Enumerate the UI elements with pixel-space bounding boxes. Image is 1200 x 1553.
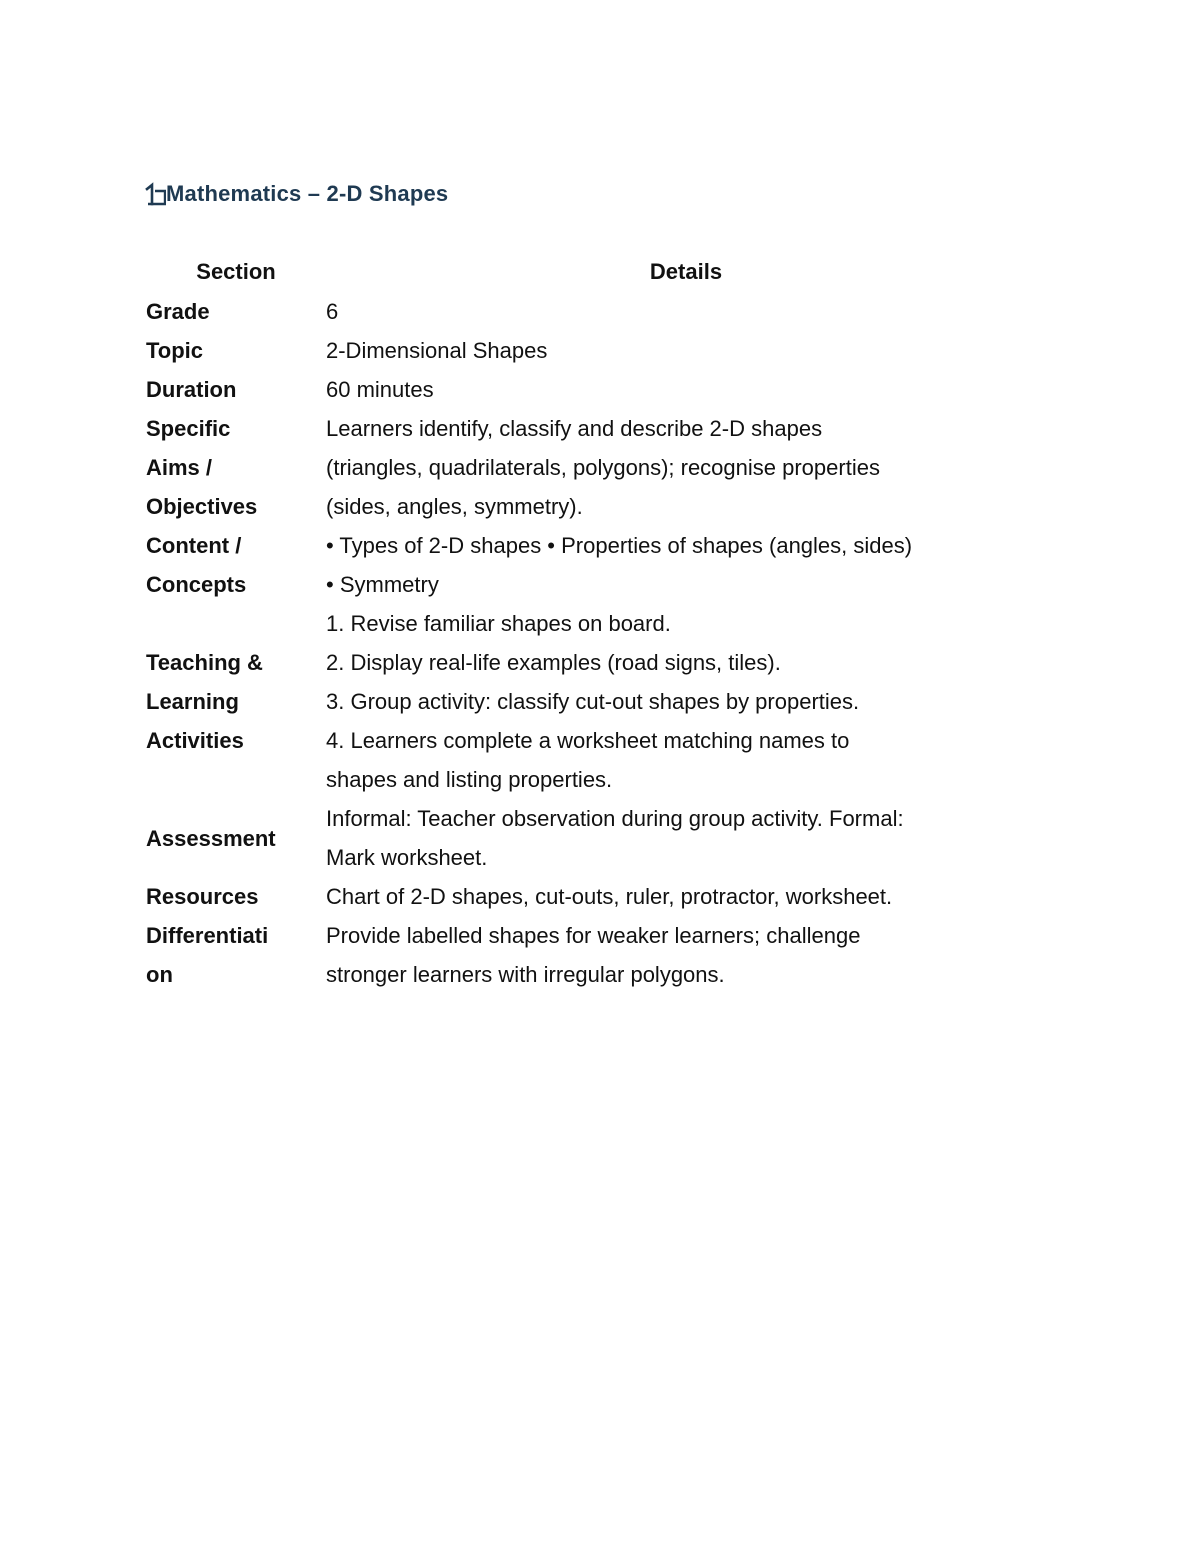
section-label-line: Teaching & xyxy=(146,650,263,675)
row-section-label xyxy=(146,409,326,526)
detail-line: shapes and listing properties. xyxy=(326,767,613,792)
detail-line: 6 xyxy=(326,299,339,324)
row-section-label xyxy=(146,877,326,916)
row-section-label xyxy=(146,526,326,604)
row-details xyxy=(326,526,1046,604)
detail-line: 3. Group activity: classify cut-out shapes by properties. xyxy=(326,689,860,714)
row-details xyxy=(326,370,1046,409)
row-section-label xyxy=(146,799,326,877)
detail-line: Provide labelled shapes for weaker learners; challenge xyxy=(326,923,861,948)
table-row xyxy=(146,799,1046,877)
table-row xyxy=(146,526,1046,604)
detail-line: 2. Display real-life examples (road signs, tiles). xyxy=(326,650,781,675)
section-label-line: Differentiati xyxy=(146,923,269,948)
detail-line: stronger learners with irregular polygons. xyxy=(326,962,725,987)
lesson-plan-table xyxy=(146,252,1046,994)
list-number-glyph-icon xyxy=(144,180,166,208)
detail-line: Informal: Teacher observation during group activity. Formal: xyxy=(326,806,904,831)
section-label-line: Activities xyxy=(146,728,244,753)
detail-line: 4. Learners complete a worksheet matching names to xyxy=(326,728,850,753)
table-row xyxy=(146,409,1046,526)
detail-line: Chart of 2-D shapes, cut-outs, ruler, protractor, worksheet. xyxy=(326,884,893,909)
detail-line: Mark worksheet. xyxy=(326,845,488,870)
row-section-label xyxy=(146,916,326,994)
section-label-line: Content / xyxy=(146,533,242,558)
detail-line: • Types of 2-D shapes • Properties of shapes (angles, sides) xyxy=(326,533,913,558)
detail-line: (triangles, quadrilaterals, polygons); recognise properties xyxy=(326,455,880,480)
row-details xyxy=(326,604,1046,799)
list-number-icon xyxy=(144,180,166,208)
table-row xyxy=(146,331,1046,370)
section-label-line: Objectives xyxy=(146,494,258,519)
row-details xyxy=(326,292,1046,331)
detail-line: Learners identify, classify and describe 2-D shapes xyxy=(326,416,823,441)
row-section-label xyxy=(146,604,326,799)
detail-line: 60 minutes xyxy=(326,377,434,402)
section-label-line: Concepts xyxy=(146,572,247,597)
page-title: Mathematics – 2-D Shapes xyxy=(166,181,449,206)
section-label-line: Grade xyxy=(146,299,210,324)
table-row xyxy=(146,604,1046,799)
table-row xyxy=(146,877,1046,916)
table-row xyxy=(146,292,1046,331)
detail-line: 2-Dimensional Shapes xyxy=(326,338,548,363)
detail-line: (sides, angles, symmetry). xyxy=(326,494,583,519)
row-details xyxy=(326,916,1046,994)
table-header-row xyxy=(146,252,1046,292)
header-section: Section xyxy=(196,259,276,284)
table-row xyxy=(146,916,1046,994)
row-details xyxy=(326,877,1046,916)
section-label-line: Topic xyxy=(146,338,204,363)
document-heading xyxy=(144,180,448,208)
section-label-line: Duration xyxy=(146,377,237,402)
header-details: Details xyxy=(649,259,723,284)
row-details xyxy=(326,409,1046,526)
row-section-label xyxy=(146,370,326,409)
section-label-line: Aims / xyxy=(146,455,213,480)
row-section-label xyxy=(146,292,326,331)
section-label-line: Resources xyxy=(146,884,259,909)
row-section-label xyxy=(146,331,326,370)
detail-line: 1. Revise familiar shapes on board. xyxy=(326,611,671,636)
section-label-line: Learning xyxy=(146,689,239,714)
row-details xyxy=(326,799,1046,877)
section-label-line: Specific xyxy=(146,416,231,441)
section-label-line: on xyxy=(146,962,173,987)
row-details xyxy=(326,331,1046,370)
section-label-line: Assessment xyxy=(146,825,276,851)
table-body xyxy=(146,292,1046,994)
table-row xyxy=(146,370,1046,409)
list-number-text: 1 xyxy=(144,180,145,181)
detail-line: • Symmetry xyxy=(326,572,439,597)
